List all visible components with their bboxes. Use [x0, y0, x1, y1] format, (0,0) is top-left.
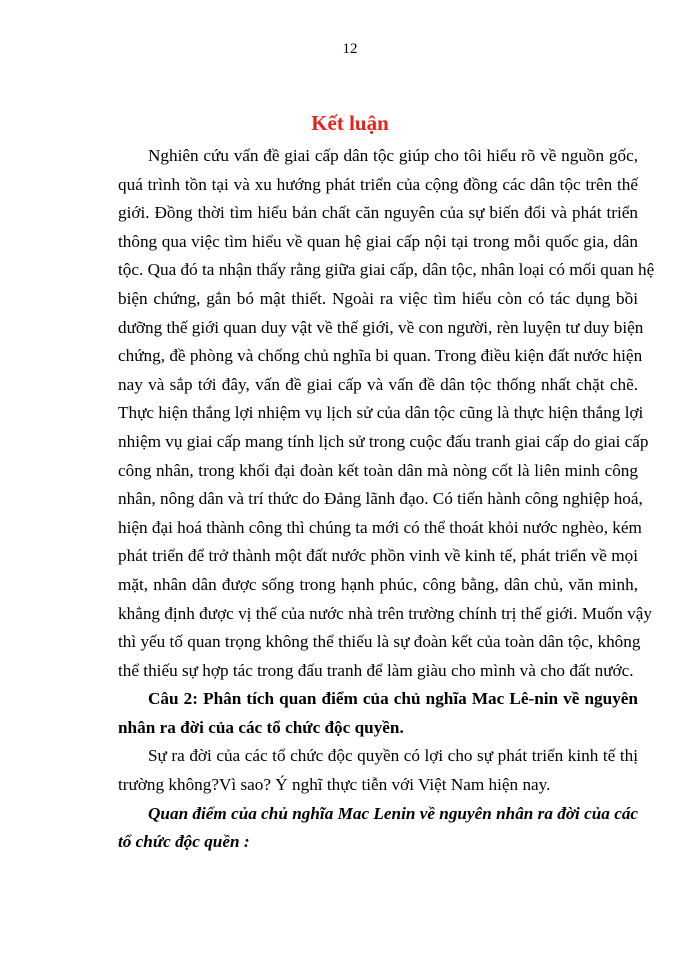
text-line: mặt, nhân dân được sống trong hạnh phúc, công bằng, dân chủ, văn minh,	[118, 574, 638, 594]
text-line: biện chứng, gắn bó mật thiết. Ngoài ra việc tìm hiểu còn có tác dụng bồi	[118, 288, 638, 308]
text-line: hiện đại hoá thành công thì chúng ta mới có thể thoát khỏi nước nghèo, kém	[118, 517, 642, 537]
text-line: trường không?Vì sao? Ý nghĩ thực tiễn với Việt Nam hiện nay.	[118, 775, 551, 795]
text-line: khẳng định được vị thế của nước nhà trên trường chính trị thế giới. Muốn vậy	[118, 603, 652, 623]
body-text	[118, 142, 655, 857]
text-line: thì yếu tố quan trọng không thể thiếu là sự đoàn kết của toàn dân tộc, không	[118, 632, 641, 652]
text-line: Nghiên cứu vấn đề giai cấp dân tộc giúp cho tôi hiểu rõ về nguồn gốc,	[148, 146, 638, 165]
text-line: thể thiếu sự hợp tác trong đấu tranh để làm giàu cho mình và cho đất nước.	[118, 660, 634, 680]
text-line: Quan điểm của chủ nghĩa Mac Lenin về nguyên nhân ra đời của các	[148, 803, 639, 823]
text-line: nhiệm vụ giai cấp mang tính lịch sử trong cuộc đấu tranh giai cấp do giai cấp	[118, 431, 649, 451]
section-heading	[118, 800, 638, 857]
text-line: quá trình tồn tại và xu hướng phát triển của cộng đồng các dân tộc trên thế	[118, 174, 638, 194]
text-line: tộc. Qua đó ta nhận thấy rằng giữa giai cấp, dân tộc, nhân loại có mối quan hệ	[118, 260, 655, 280]
question-heading	[118, 685, 638, 742]
text-line: công nhân, trong khối đại đoàn kết toàn dân mà nòng cốt là liên minh công	[118, 460, 638, 480]
page-number: 12	[342, 41, 358, 57]
text-line: Sự ra đời của các tổ chức độc quyền có lợi cho sự phát triển kinh tế thị	[148, 746, 638, 766]
subquestion-paragraph	[118, 742, 638, 799]
text-line: tổ chức độc quền :	[118, 832, 250, 852]
text-line: dưỡng thế giới quan duy vật về thế giới, về con người, rèn luyện tư duy biện	[118, 317, 644, 337]
text-line: Thực hiện thắng lợi nhiệm vụ lịch sử của dân tộc cũng là thực hiện thắng lợi	[118, 403, 644, 423]
conclusion-heading: Kết luận	[311, 111, 389, 135]
text-line: nhân ra đời của các tổ chức độc quyền.	[118, 717, 404, 737]
conclusion-paragraph	[118, 142, 655, 685]
text-line: nay và sắp tới đây, vấn đề giai cấp và vấn đề dân tộc thống nhất chặt chẽ.	[118, 374, 638, 394]
text-line: nhân, nông dân và trí thức do Đảng lãnh đạo. Có tiến hành công nghiệp hoá,	[118, 489, 643, 509]
text-line: thông qua việc tìm hiểu về quan hệ giai cấp nội tại trong mỗi quốc gia, dân	[118, 231, 638, 251]
text-line: giới. Đồng thời tìm hiểu bản chất căn nguyên của sự biến đổi và phát triển	[118, 203, 638, 223]
text-line: phát triển để trở thành một đất nước phồn vinh về kinh tế, phát triển về mọi	[118, 546, 638, 566]
text-line: Câu 2: Phân tích quan điểm của chủ nghĩa Mac Lê-nin về nguyên	[148, 689, 638, 709]
text-line: chứng, đề phòng và chống chủ nghĩa bi quan. Trong điều kiện đất nước hiện	[118, 346, 643, 366]
